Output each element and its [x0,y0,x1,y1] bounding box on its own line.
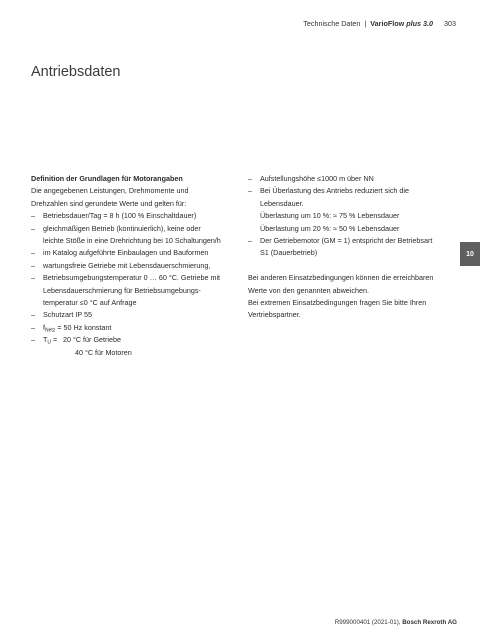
left-column [31,173,237,359]
temp-value-motor: 40 °C für Motoren [75,347,132,357]
paragraph-line: Bei extremen Einsatzbedingungen fragen Sie bitte Ihren [248,298,427,308]
list-item-temperature [31,334,237,359]
list-item-text: gleichmäßigen Betrieb (kontinuierlich), keine oder [43,223,201,233]
header-product-brand: VarioFlow [370,19,405,28]
paragraph-line: Vertriebspartner. [248,310,301,320]
list-item-text: Aufstellungshöhe ≤1000 m über NN [260,174,374,183]
list-item [31,260,237,272]
intro-line: Drehzahlen sind gerundete Werte und gelten für: [31,198,187,208]
list-item-text: Bei Überlastung des Antriebs reduziert sich die [260,186,410,196]
list-item-text: leichte Stöße in eine Drehrichtung bei 10 Schaltungen/h [43,236,221,246]
list-item [31,247,237,259]
list-item-text: Der Getriebemotor (GM = 1) entspricht der Betriebsart [260,236,433,246]
list-item-text: temperatur ≤0 °C auf Anfrage [43,298,137,308]
footer-company: Bosch Rexroth AG [402,619,457,626]
footer-doc-ref: R999000401 (2021-01), [334,619,401,626]
section-heading: Definition der Grundlagen für Motorangaben [31,174,183,183]
header-section: Technische Daten [303,19,361,28]
list-item-text: Lebensdauer. [260,198,304,208]
chapter-tab-number: 10 [466,250,474,258]
list-dash: – [31,335,35,345]
freq-text: = 50 Hz konstant [55,322,112,332]
list-dash: – [248,236,252,246]
list-item-text: S1 (Dauerbetrieb) [260,248,318,258]
running-header [303,19,456,28]
list-item [31,272,237,309]
list-dash: – [31,211,35,221]
list-item-text: wartungsfreie Getriebe mit Lebensdauerschmierung, [43,260,211,270]
temp-value-gearbox: 20 °C für Getriebe [63,335,122,345]
list-item [248,235,456,260]
list-dash: – [31,310,35,320]
header-separator: | [364,19,367,28]
list-item [248,185,456,235]
list-item-text: Betriebsumgebungstemperatur 0 … 60 °C. Getriebe mit [43,273,221,283]
temp-symbol: T [43,335,48,345]
header-product-suffix: plus 3.0 [406,19,433,28]
list-item-text: Lebensdauerschmierung für Betriebsumgebungs- [43,285,201,295]
freq-symbol: f [43,322,45,332]
list-item-text: im Katalog aufgeführte Einbaulagen und Bauformen [43,248,209,258]
footer [335,619,457,626]
page-title: Antriebsdaten [31,64,121,80]
list-item [31,210,237,222]
chapter-tab[interactable] [460,242,480,266]
list-item [248,173,456,185]
list-item-frequency [31,322,237,334]
right-column [248,173,456,322]
page-number: 303 [444,19,456,28]
temp-subscript: U [47,339,52,346]
temp-eq: = [51,335,58,345]
paragraph-line: Werte von den genannten abweichen. [248,285,369,295]
list-dash: – [31,260,35,270]
list-item-text: Überlastung um 10 %: ≈ 75 % Lebensdauer [260,211,400,221]
list-item [31,223,237,248]
list-dash: – [31,248,35,258]
list-dash: – [248,174,252,183]
list-dash: – [31,273,35,283]
list-item-text: Schutzart IP 55 [43,310,93,320]
list-item-text: Überlastung um 20 %: ≈ 50 % Lebensdauer [260,223,400,233]
list-dash: – [31,223,35,233]
freq-subscript: Netz [45,327,56,334]
intro-line: Die angegebenen Leistungen, Drehmomente und [31,186,189,196]
list-item-text: Betriebsdauer/Tag = 8 h (100 % Einschaltdauer) [43,211,197,221]
list-dash: – [248,186,252,196]
paragraph-line: Bei anderen Einsatzbedingungen können die erreichbaren [248,273,434,283]
list-dash: – [31,322,35,332]
list-item [31,309,237,321]
